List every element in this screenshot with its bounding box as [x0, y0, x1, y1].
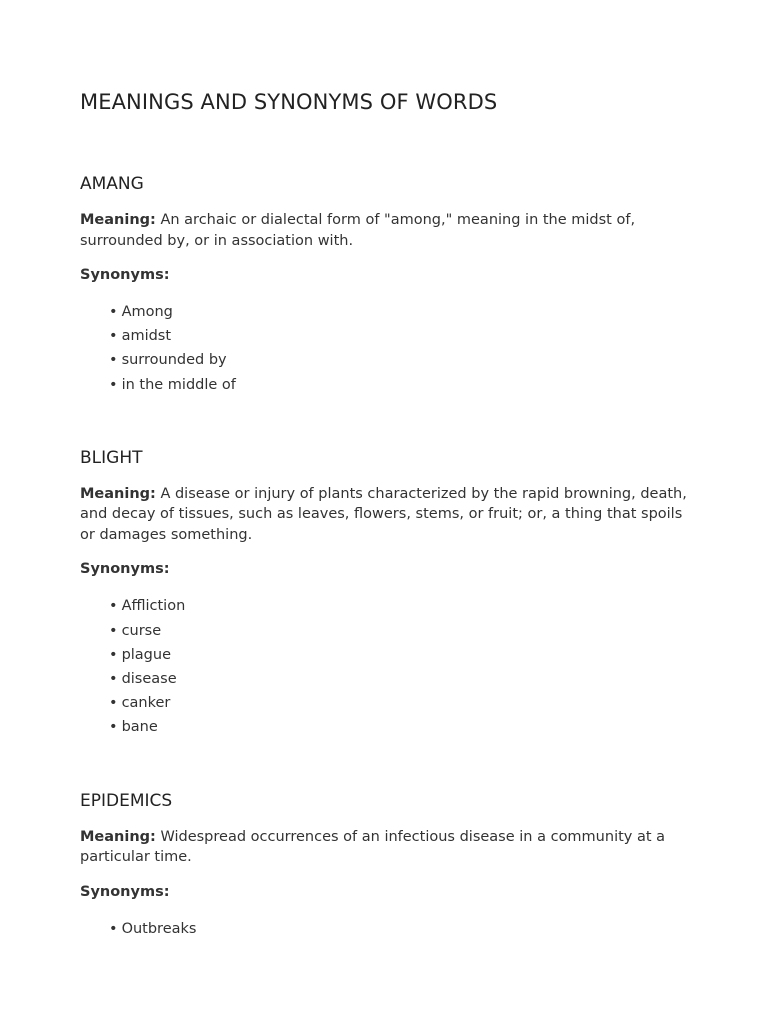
synonym-text: bane: [121, 719, 158, 736]
synonym-text: plague: [121, 646, 171, 663]
bullet: •: [109, 622, 118, 639]
synonym-text: curse: [121, 622, 162, 639]
synonym-item: [109, 324, 688, 348]
bullet: •: [109, 328, 118, 345]
entry-meaning: [80, 210, 688, 251]
entry-word: EPIDEMICS: [80, 790, 173, 811]
synonyms-label: Synonyms:: [80, 267, 170, 283]
bullet: •: [109, 598, 118, 615]
bullet: •: [109, 352, 118, 369]
synonym-item: [109, 691, 688, 715]
bullet: •: [109, 695, 118, 712]
synonym-item: [109, 643, 688, 667]
entry-word: AMANG: [80, 174, 144, 194]
meaning-text: Widespread occurrences of an infectious disease in a community at a particular time.: [80, 828, 666, 866]
word-entry-epidemics: [80, 790, 688, 941]
synonym-text: canker: [121, 695, 171, 712]
bullet: •: [109, 304, 118, 320]
meaning-text: An archaic or dialectal form of "among," meaning in the midst of, surrounded by, or in association with.: [80, 212, 636, 249]
synonym-item: [109, 348, 688, 372]
meaning-label: Meaning:: [80, 485, 156, 502]
word-entry-blight: [80, 447, 688, 740]
synonym-item: [109, 594, 688, 618]
synonym-text: Affliction: [121, 598, 186, 615]
entry-meaning: [80, 827, 688, 868]
synonym-item: [109, 619, 688, 643]
entry-meaning: [80, 484, 688, 546]
bullet: •: [109, 376, 118, 393]
synonyms-label: Synonyms:: [80, 561, 170, 578]
synonym-text: Among: [121, 304, 173, 320]
synonym-text: surrounded by: [121, 352, 227, 369]
entry-word: BLIGHT: [80, 447, 143, 468]
synonym-item: [109, 917, 688, 941]
meaning-label: Meaning:: [80, 212, 156, 228]
meaning-label: Meaning:: [80, 828, 156, 845]
synonym-text: Outbreaks: [121, 920, 197, 937]
synonyms-list: [80, 300, 688, 397]
synonym-text: in the middle of: [121, 376, 236, 393]
synonym-item: [109, 373, 688, 397]
bullet: •: [109, 646, 118, 663]
synonyms-list: [80, 917, 688, 941]
bullet: •: [109, 719, 118, 736]
bullet: •: [109, 920, 118, 937]
synonym-text: amidst: [121, 328, 172, 345]
document-title: MEANINGS AND SYNONYMS OF WORDS: [80, 90, 498, 114]
synonym-item: [109, 667, 688, 691]
bullet: •: [109, 670, 118, 687]
synonym-item: [109, 715, 688, 739]
meaning-text: A disease or injury of plants characterized by the rapid browning, death, and decay of tissues, such as leaves, flowers, stems, or fruit; or, a thing that spoils or damages something.: [80, 485, 687, 543]
word-entry-amang: [80, 173, 688, 397]
synonym-item: [109, 300, 688, 324]
synonyms-list: [80, 594, 688, 739]
synonyms-label: Synonyms:: [80, 883, 170, 900]
synonym-text: disease: [121, 670, 177, 687]
